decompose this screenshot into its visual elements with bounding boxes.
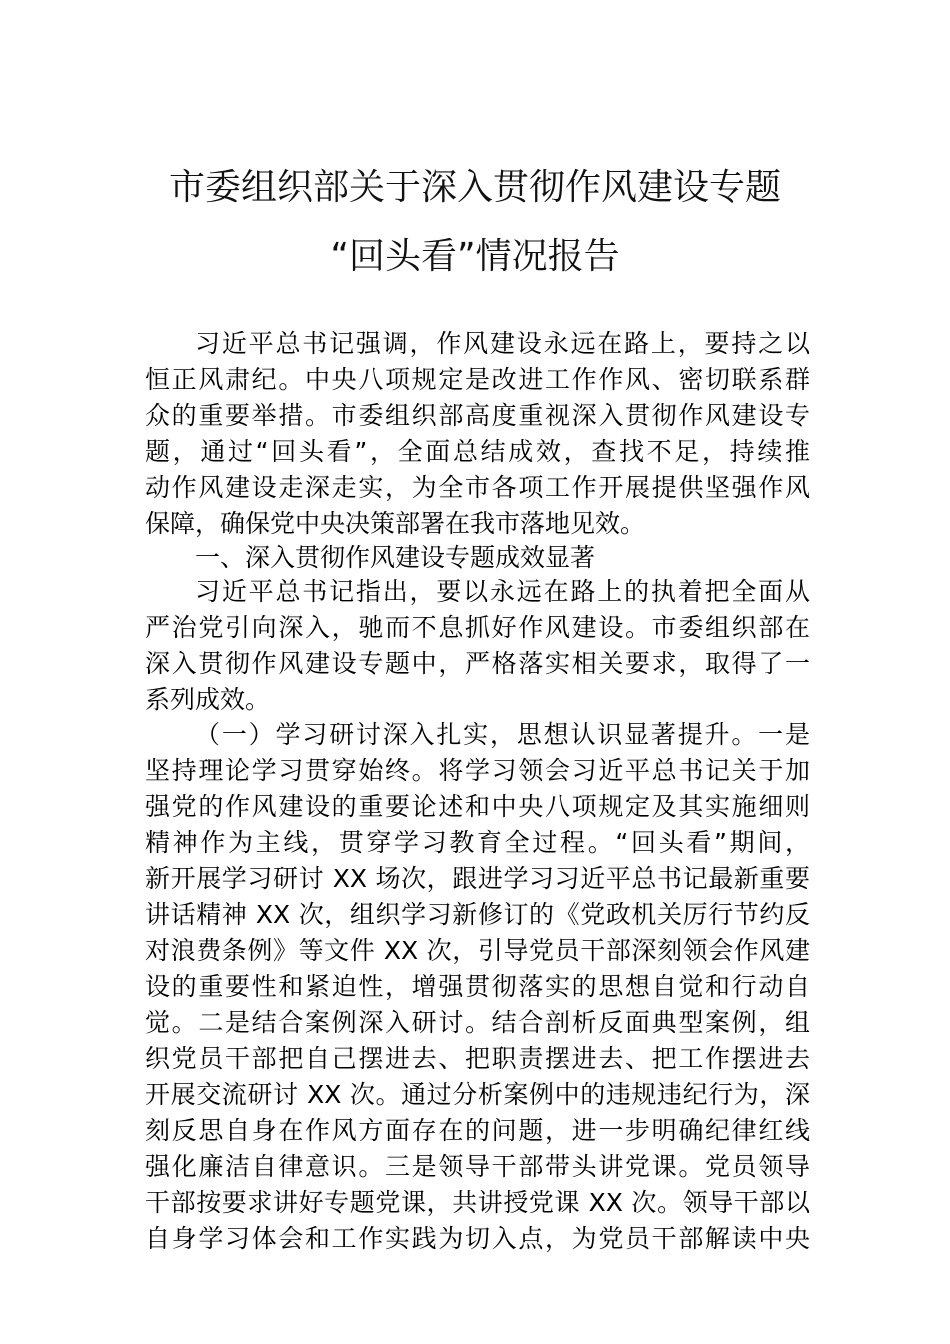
paragraph-line: 讲话精神 XX 次，组织学习新修订的《党政机关厉行节约反 [145,900,810,929]
paragraph-line: 坚持理论学习贯穿始终。将学习领会习近平总书记关于加 [145,756,810,785]
paragraph-line: 干部按要求讲好专题党课，共讲授党课 XX 次。领导干部以 [145,1188,810,1217]
paragraph-line: 保障，确保党中央决策部署在我市落地见效。 [145,509,646,538]
paragraph-line: 对浪费条例》等文件 XX 次，引导党员干部深刻领会作风建 [145,936,810,965]
document-title-line-2: “回头看”情况报告 [330,236,620,277]
paragraph-line: 自身学习体会和工作实践为切入点，为党员干部解读中央 [145,1224,810,1253]
document-title-line-1: 市委组织部关于深入贯彻作风建设专题 [168,167,781,208]
paragraph-line: 动作风建设走深走实，为全市各项工作开展提供坚强作风 [145,473,810,502]
paragraph-line: 精神作为主线，贯穿学习教育全过程。“回头看”期间， [145,828,810,857]
paragraph-line: 习近平总书记指出，要以永远在路上的执着把全面从 [195,577,810,606]
paragraph-line: 强党的作风建设的重要论述和中央八项规定及其实施细则 [145,792,810,821]
paragraph-line: 深入贯彻作风建设专题中，严格落实相关要求，取得了一 [145,649,810,678]
subsection-heading-line: （一）学习研讨深入扎实，思想认识显著提升。一是 [195,720,810,749]
paragraph-line: 习近平总书记强调，作风建设永远在路上，要持之以 [195,329,810,358]
paragraph-line: 题，通过“回头看”，全面总结成效，查找不足，持续推 [145,437,810,466]
paragraph-line: 系列成效。 [145,685,271,714]
paragraph-line: 强化廉洁自律意识。三是领导干部带头讲党课。党员领导 [145,1152,810,1181]
paragraph-line: 织党员干部把自己摆进去、把职责摆进去、把工作摆进去 [145,1044,810,1073]
paragraph-line: 众的重要举措。市委组织部高度重视深入贯彻作风建设专 [145,401,810,430]
paragraph-line: 开展交流研讨 XX 次。通过分析案例中的违规违纪行为，深 [145,1080,810,1109]
paragraph-line: 刻反思自身在作风方面存在的问题，进一步明确纪律红线 [145,1116,810,1145]
paragraph-line: 设的重要性和紧迫性，增强贯彻落实的思想自觉和行动自 [145,972,810,1001]
section-heading: 一、深入贯彻作风建设专题成效显著 [195,543,596,572]
paragraph-line: 新开展学习研讨 XX 场次，跟进学习习近平总书记最新重要 [145,864,810,893]
paragraph-line: 恒正风肃纪。中央八项规定是改进工作作风、密切联系群 [145,365,810,394]
paragraph-line: 觉。二是结合案例深入研讨。结合剖析反面典型案例，组 [145,1008,810,1037]
paragraph-line: 严治党引向深入，驰而不息抓好作风建设。市委组织部在 [145,613,810,642]
